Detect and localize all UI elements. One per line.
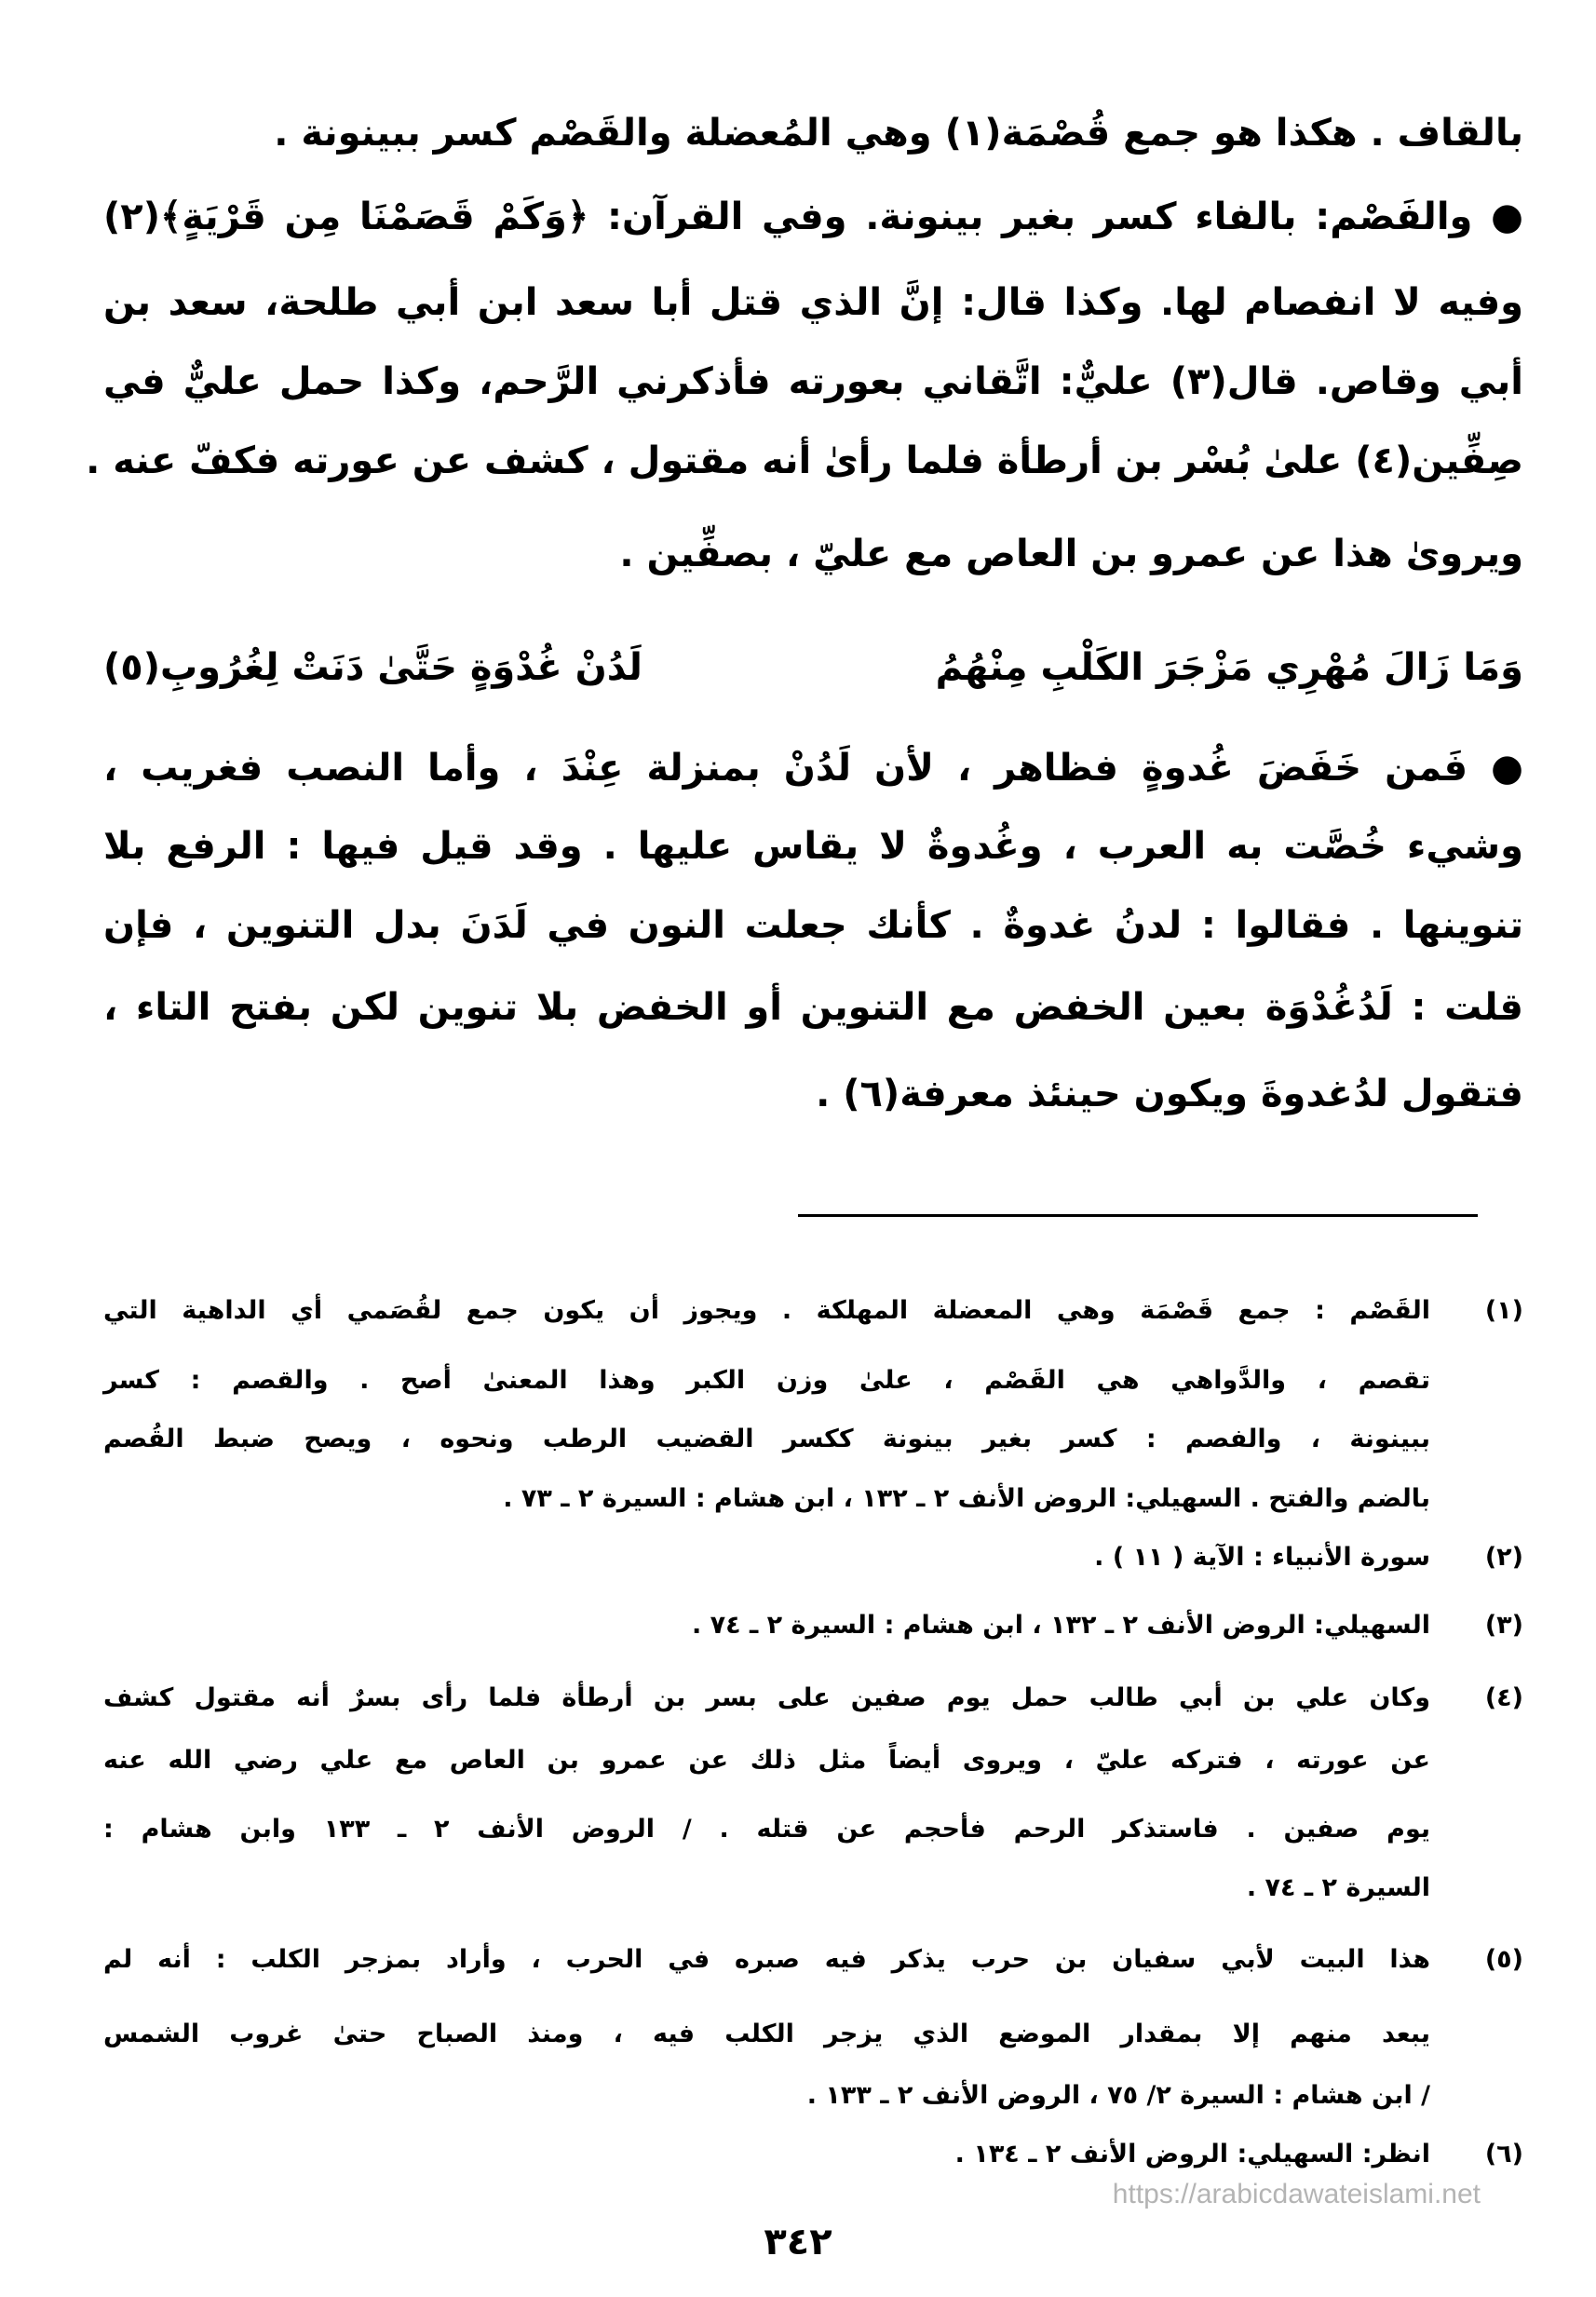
footnote-line: عن عورته ، فتركه عليّ ، ويروى أيضاً مثل ذلك عن عمرو بن العاص مع علي رضي الله عنه <box>103 1746 1430 1775</box>
footnote-line: هذا البيت لأبي سفيان بن حرب يذكر فيه صبره في الحرب ، وأراد بمزجر الكلب : أنه لم <box>103 1945 1430 1974</box>
main-line: صِفِّين(٤) علىٰ بُسْر بن أرطأة فلما رأىٰ أنه مقتول ، كشف عن عورته فكفّ عنه . <box>86 439 1523 482</box>
main-line: وشيء خُصَّت به العرب ، وغُدوةٌ لا يقاس عليها . وقد قيل فيها : الرفع بلا <box>103 825 1523 868</box>
footnote-line: وكان علي بن أبي طالب حمل يوم صفين على بسر بن أرطأة فلما رأى بسرٌ أنه مقتول كشف <box>103 1683 1430 1712</box>
footnote-line: السهيلي: الروض الأنف ٢ ـ ١٣٢ ، ابن هشام : السيرة ٢ ـ ٧٤ . <box>691 1611 1430 1640</box>
footnote-line: انظر: السهيلي: الروض الأنف ٢ ـ ١٣٤ . <box>954 2140 1430 2169</box>
watermark: https://arabicdawateislami.net <box>1112 2179 1481 2209</box>
footnote-line: ببينونة ، والفصم : كسر بغير بينونة ككسر القضيب الرطب ونحوه ، ويصح ضبط القُصم <box>103 1425 1430 1453</box>
footnote-line: بالضم والفتح . السهيلي: الروض الأنف ٢ ـ ١٣٢ ، ابن هشام : السيرة ٢ ـ ٧٣ . <box>503 1484 1430 1513</box>
footnote-number: (٢) <box>1484 1543 1523 1572</box>
main-line: فتقول لدُغدوةَ ويكون حينئذ معرفة(٦) . <box>816 1073 1523 1115</box>
main-line: قلت : لَدُغُدْوَة بعين الخفض مع التنوين أو الخفض بلا تنوين لكن بفتح التاء ، <box>103 986 1523 1029</box>
footnote-number: (٤) <box>1484 1683 1523 1712</box>
main-line: وفيه لا انفصام لها. وكذا قال: إنَّ الذي قتل أبا سعد ابن أبي طلحة، سعد بن <box>103 281 1523 324</box>
footnote-line: يوم صفين . فاستذكر الرحم فأحجم عن قتله . / الروض الأنف ٢ ـ ١٣٣ وابن هشام : <box>103 1815 1431 1844</box>
footnote-line: سورة الأنبياء : الآية ( ١١ ) . <box>1094 1543 1430 1572</box>
verse-first-hemistich: وَمَا زَالَ مُهْرِي مَزْجَرَ الكَلْبِ مِنْهُمُ <box>935 646 1523 689</box>
footnote-number: (٣) <box>1484 1611 1523 1640</box>
footnote-number: (٦) <box>1484 2140 1523 2169</box>
footnote-number: (١) <box>1484 1296 1523 1325</box>
footnote-separator <box>798 1214 1478 1217</box>
footnote-line: / ابن هشام : السيرة ٢/ ٧٥ ، الروض الأنف ٢ ـ ١٣٣ . <box>806 2081 1430 2110</box>
footnote-line: السيرة ٢ ـ ٧٤ . <box>1246 1873 1430 1902</box>
verse-second-hemistich: لَدُنْ غُدْوَةٍ حَتَّىٰ دَنَتْ لِغُرُوبِ(٥) <box>103 646 642 689</box>
main-line: ● فَمن خَفَضَ غُدوةٍ فظاهر ، لأن لَدُنْ بمنزلة عِنْدَ ، وأما النصب فغريب ، <box>103 747 1523 790</box>
main-line: بالقاف . هكذا هو جمع قُصْمَة(١) وهي المُعضلة والقَصْم كسر ببينونة . <box>274 112 1523 155</box>
page-number: ٣٤٢ <box>764 2221 832 2263</box>
main-line: أبي وقاص. قال(٣) عليٌّ: اتَّقاني بعورته فأذكرني الرَّحم، وكذا حمل عليٌّ في <box>103 360 1524 403</box>
footnote-line: القَصْم : جمع قَصْمَة وهي المعضلة المهلكة . ويجوز أن يكون جمع لقُصَمي أي الداهية التي <box>103 1296 1430 1325</box>
footnote-line: يبعد منهم إلا بمقدار الموضع الذي يزجر الكلب فيه ، ومنذ الصباح حتىٰ غروب الشمس <box>103 2020 1430 2048</box>
footnote-number: (٥) <box>1484 1945 1523 1974</box>
main-line: ويرویٰ هذا عن عمرو بن العاص مع عليّ ، بصفِّين . <box>619 533 1523 575</box>
footnote-line: تقصم ، والدَّواهي هي القَصْم ، علىٰ وزن الكبر وهذا المعنىٰ أصح . والقصم : كسر <box>103 1366 1430 1395</box>
main-line: ● والفَصْم: بالفاء كسر بغير بينونة. وفي القرآن: ﴿وَكَمْ قَصَمْنَا مِن قَرْيَةٍ﴾(٢) <box>103 196 1523 238</box>
main-line: تنوينها . فقالوا : لدنُ غدوةٌ . كأنك جعلت النون في لَدَنَ بدل التنوين ، فإن <box>103 904 1523 947</box>
